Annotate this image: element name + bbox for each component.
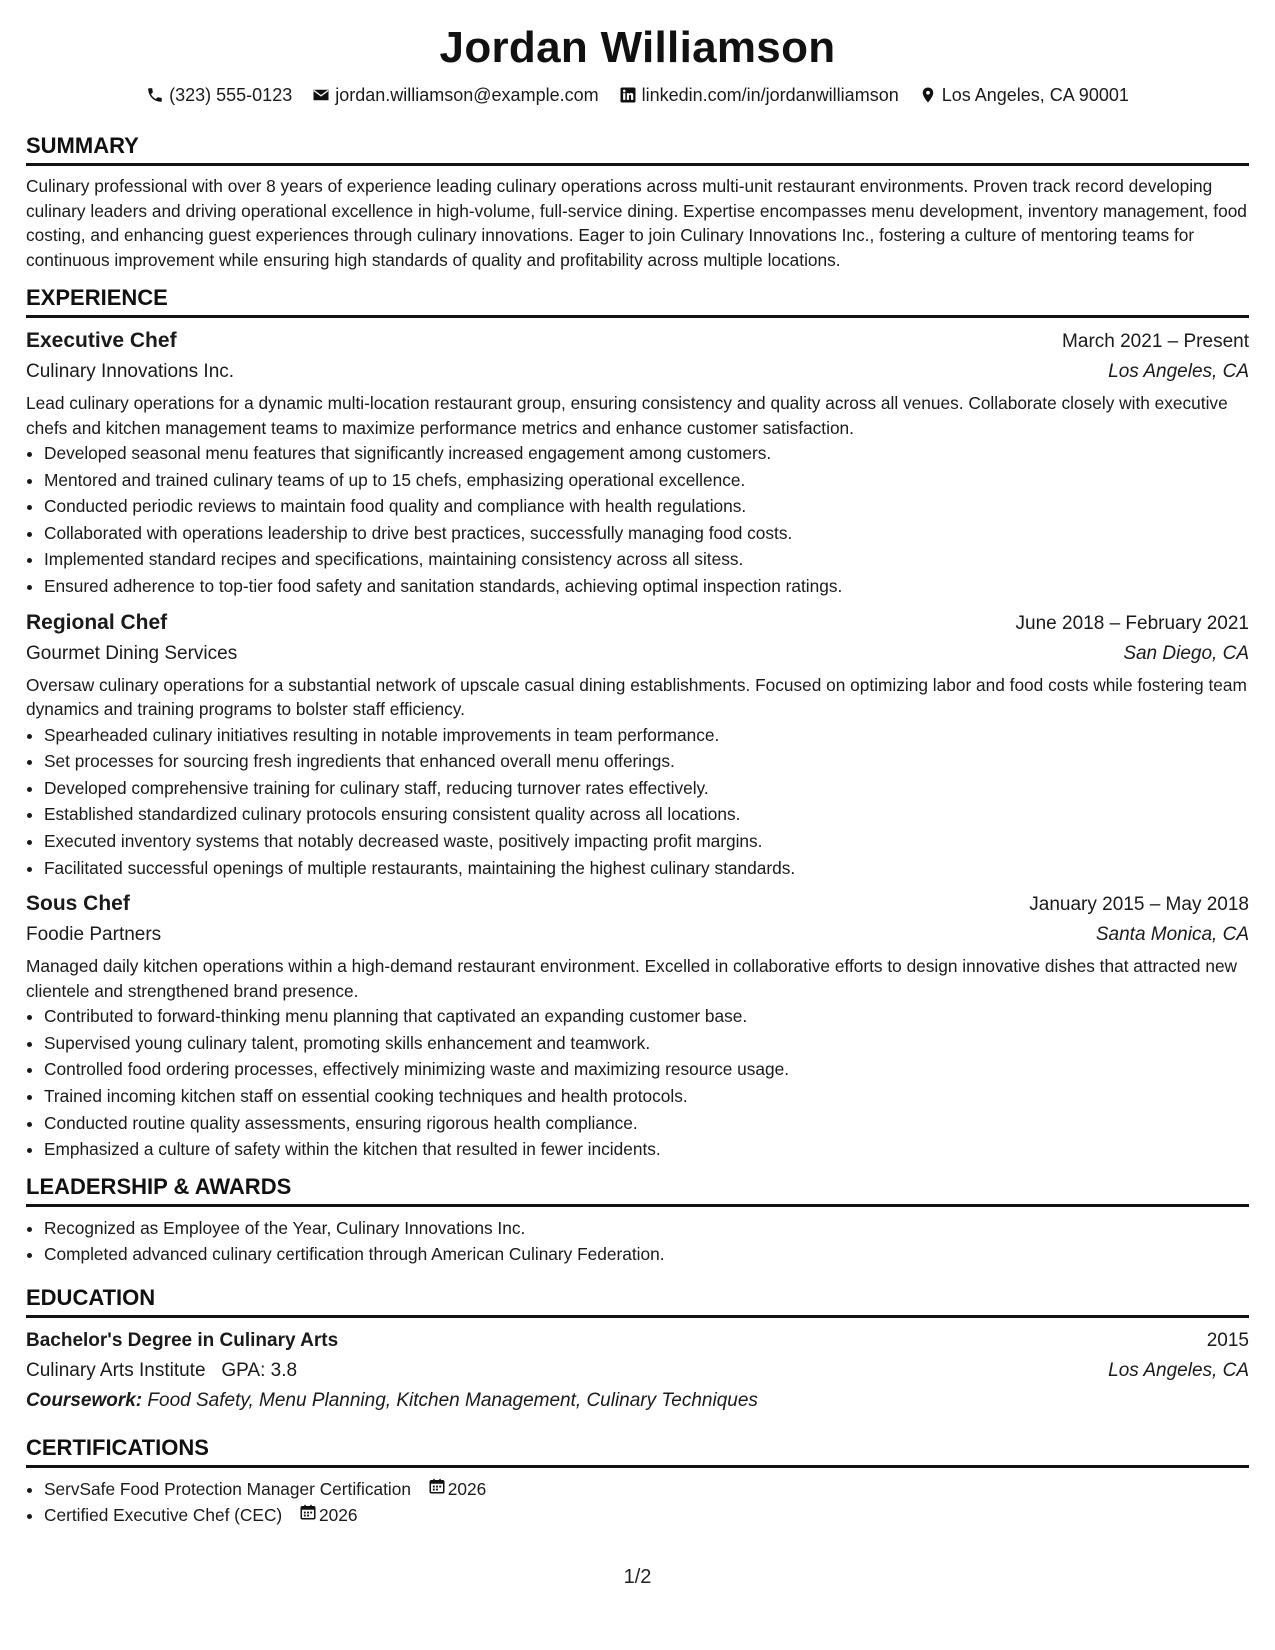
list-item: • Implemented standard recipes and specifications, maintaining consistency across all sitess.: [44, 546, 1249, 573]
certifications-list: [26, 1476, 1249, 1529]
list-item: • Established standardized culinary protocols ensuring consistent quality across all locations.: [44, 801, 1249, 828]
linkedin-link[interactable]: linkedin.com/in/jordanwilliamson: [641, 85, 899, 105]
school-location: Los Angeles, CA: [1108, 1359, 1249, 1381]
list-item: • Conducted routine quality assessments, ensuring rigorous health compliance.: [44, 1110, 1249, 1137]
leadership-bullets: [26, 1215, 1249, 1268]
resume-page: [26, 18, 1249, 1529]
calendar-icon: [299, 1502, 317, 1529]
job-title: Executive Chef: [26, 329, 177, 352]
school-name: Culinary Arts Institute: [26, 1359, 206, 1381]
list-item: • Recognized as Employee of the Year, Culinary Innovations Inc.: [44, 1215, 1249, 1242]
linkedin-icon: [619, 86, 637, 104]
contact-location: [919, 82, 1129, 108]
map-pin-icon: [919, 86, 937, 104]
job-dates: January 2015 – May 2018: [1029, 894, 1249, 916]
list-item: • Contributed to forward-thinking menu planning that captivated an expanding customer base.: [44, 1003, 1249, 1030]
section-title-leadership: LEADERSHIP & AWARDS: [26, 1173, 1249, 1207]
email-link[interactable]: jordan.williamson@example.com: [335, 85, 599, 105]
summary-text: Culinary professional with over 8 years of experience leading culinary operations across multi-unit restaurant environments. Proven track record developing culinary leaders and driving operational excellence in high-volume, full-service dining. Expertise encompasses menu development, inventory management, food costing, and enhancing guest experiences through culinary innovations. Eager to join Culinary Innovations Inc., fostering a culture of mentoring teams for continuous improvement while ensuring high standards of quality and profitability across multiple locations.: [26, 176, 1247, 270]
page-number: 1/2: [623, 1566, 652, 1588]
job-dates: June 2018 – February 2021: [1015, 612, 1249, 634]
list-item: • Mentored and trained culinary teams of up to 15 chefs, emphasizing operational excellence.: [44, 467, 1249, 494]
cert-name: Certified Executive Chef (CEC): [44, 1505, 283, 1526]
summary-section: [26, 132, 1249, 272]
list-item: • Spearheaded culinary initiatives resulting in notable improvements in team performance.: [44, 722, 1249, 749]
section-title-certifications: CERTIFICATIONS: [26, 1434, 1249, 1468]
list-item: • Facilitated successful openings of multiple restaurants, maintaining the highest culinary standards.: [44, 855, 1249, 882]
degree-title: Bachelor's Degree in Culinary Arts: [26, 1329, 339, 1351]
job-location: Santa Monica, CA: [1095, 924, 1249, 946]
section-title-education: EDUCATION: [26, 1284, 1249, 1318]
job-location: San Diego, CA: [1123, 642, 1249, 664]
section-title-experience: EXPERIENCE: [26, 284, 1249, 318]
job-description: Managed daily kitchen operations within a high-demand restaurant environment. Excelled in collaborative efforts to design innovative dishes that attracted new clientele and strengthened brand presence.: [26, 956, 1238, 1001]
leadership-section: [26, 1173, 1249, 1268]
job-bullets: [26, 1003, 1249, 1163]
list-item: • Emphasized a culture of safety within the kitchen that resulted in fewer incidents.: [44, 1136, 1249, 1163]
phone-icon: [146, 86, 164, 104]
list-item: [44, 1476, 1249, 1503]
job-company: Culinary Innovations Inc.: [26, 361, 235, 382]
cert-date: [428, 1476, 486, 1503]
contact-email[interactable]: [312, 82, 598, 108]
list-item: • Conducted periodic reviews to maintain food quality and compliance with health regulations.: [44, 493, 1249, 520]
list-item: [44, 1502, 1249, 1529]
coursework-label: Coursework:: [26, 1389, 143, 1411]
job-entry: [26, 608, 1249, 882]
certifications-section: [26, 1434, 1249, 1529]
job-description: Oversaw culinary operations for a substantial network of upscale casual dining establishments. Focused on optimizing labor and food costs while fostering team dynamics and training programs to bolster staff efficiency.: [26, 674, 1247, 720]
school-line: [26, 1356, 297, 1386]
job-location: Los Angeles, CA: [1108, 361, 1249, 382]
section-title-summary: SUMMARY: [26, 132, 1249, 166]
list-item: • Executed inventory systems that notably decreased waste, positively impacting profit margins.: [44, 828, 1249, 855]
cert-name: ServSafe Food Protection Manager Certification: [44, 1478, 411, 1499]
envelope-icon: [312, 86, 330, 104]
coursework-line: [26, 1386, 1249, 1416]
calendar-icon: [428, 1476, 446, 1503]
location-text: Los Angeles, CA 90001: [941, 85, 1129, 105]
gpa: GPA: 3.8: [221, 1359, 298, 1381]
graduation-year: 2015: [1206, 1329, 1249, 1351]
list-item: • Set processes for sourcing fresh ingredients that enhanced overall menu offerings.: [44, 748, 1249, 775]
job-bullets: [26, 722, 1249, 882]
contact-bar: [26, 82, 1249, 108]
job-dates: March 2021 – Present: [1062, 331, 1249, 352]
job-entry: [26, 326, 1249, 600]
list-item: • Completed advanced culinary certification through American Culinary Federation.: [44, 1241, 1249, 1268]
education-section: [26, 1284, 1249, 1416]
job-company: Foodie Partners: [26, 924, 162, 946]
list-item: • Ensured adherence to top-tier food safety and sanitation standards, achieving optimal inspection ratings.: [44, 573, 1249, 600]
phone-number: (323) 555-0123: [169, 85, 293, 105]
job-company: Gourmet Dining Services: [26, 642, 238, 664]
job-title: Sous Chef: [26, 892, 130, 916]
candidate-name: Jordan Williamson: [439, 23, 836, 72]
job-entry: [26, 889, 1249, 1163]
job-title: Regional Chef: [26, 610, 168, 634]
list-item: • Supervised young culinary talent, promoting skills enhancement and teamwork.: [44, 1030, 1249, 1057]
contact-linkedin[interactable]: [619, 82, 899, 108]
contact-phone: [146, 82, 292, 108]
list-item: • Controlled food ordering processes, effectively minimizing waste and maximizing resource usage.: [44, 1056, 1249, 1083]
coursework-list: Food Safety, Menu Planning, Kitchen Management, Culinary Techniques: [147, 1389, 758, 1411]
job-description: Lead culinary operations for a dynamic multi-location restaurant group, ensuring consistency and quality across all venues. Collaborate closely with executive chefs and kitchen management teams to maximize performance metrics and enhance customer satisfaction.: [26, 393, 1228, 438]
cert-year: 2026: [447, 1478, 487, 1499]
list-item: • Collaborated with operations leadership to drive best practices, successfully managing food costs.: [44, 520, 1249, 547]
list-item: • Trained incoming kitchen staff on essential cooking techniques and health protocols.: [44, 1083, 1249, 1110]
cert-date: [299, 1502, 357, 1529]
experience-section: [26, 284, 1249, 1163]
job-bullets: [26, 440, 1249, 600]
cert-year: 2026: [319, 1505, 358, 1526]
list-item: • Developed comprehensive training for culinary staff, reducing turnover rates effectively.: [44, 775, 1249, 802]
list-item: • Developed seasonal menu features that significantly increased engagement among customers.: [44, 440, 1249, 467]
